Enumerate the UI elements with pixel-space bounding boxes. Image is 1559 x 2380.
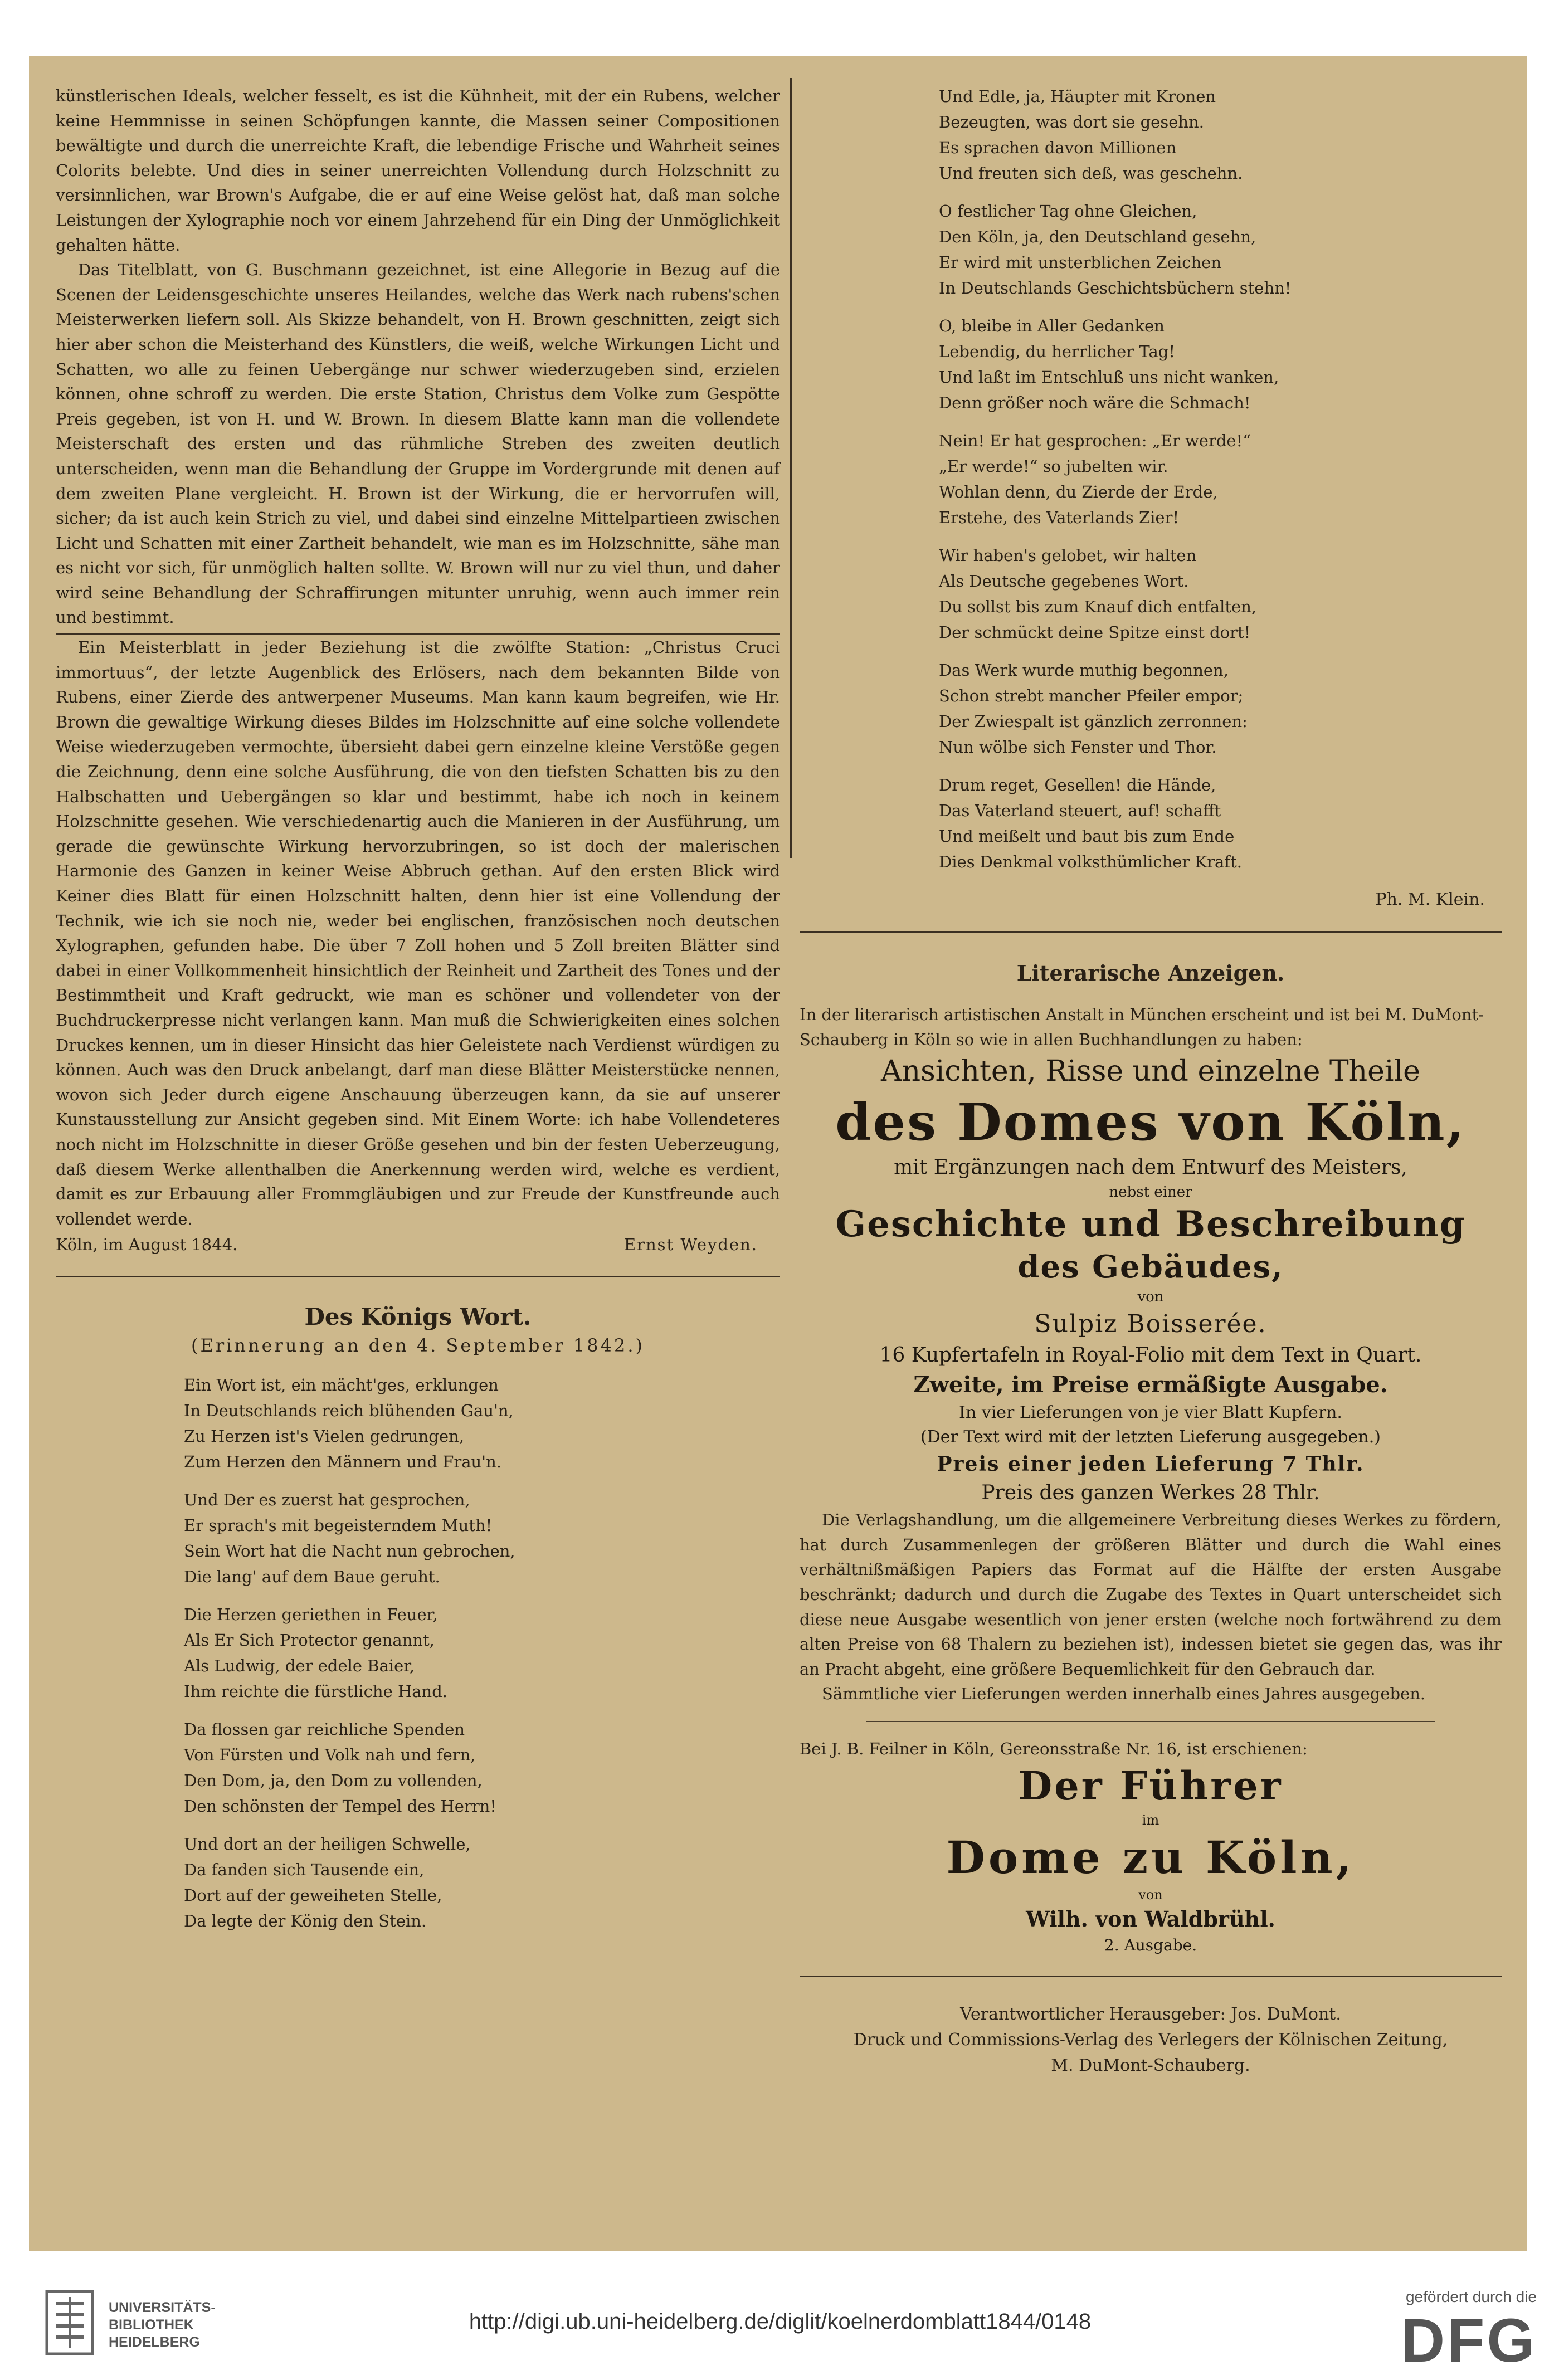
poem-line: Das Vaterland steuert, auf! schafft [939,801,1221,820]
ad-title-main: Dome zu Köln, [946,1831,1355,1884]
poem-line: Er sprach's mit begeisterndem Muth! [184,1516,493,1535]
imprint-publisher-name: M. DuMont-Schauberg. [1051,2055,1250,2075]
university-library-line: HEIDELBERG [109,2334,200,2350]
poem-line: Als Er Sich Protector genannt, [184,1631,435,1650]
ad-intro: Bei J. B. Feilner in Köln, Gereonsstraße Nr. 16, ist erschienen: [800,1739,1308,1758]
poem-stanza [939,198,1502,301]
poem-line: Und laßt im Entschluß uns nicht wanken, [939,368,1279,387]
university-library-name [109,2299,216,2351]
section-rule [56,1276,780,1277]
poem-line: Nein! Er hat gesprochen: „Er werde!“ [939,431,1251,450]
poem-line: Die Herzen geriethen in Feuer, [184,1605,438,1625]
ad-detail: (Der Text wird mit der letzten Lieferung ausgegeben.) [920,1427,1381,1447]
poem-line: Wir haben's gelobet, wir halten [939,546,1197,565]
poem-title: Des Königs Wort. [304,1303,532,1331]
poem-stanza [939,772,1502,875]
author-signature: Ernst Weyden. [623,1235,758,1255]
imprint-publisher: Druck und Commissions-Verlag des Verlegers der Kölnischen Zeitung, [853,2030,1448,2050]
ad-title-line: von [1137,1289,1164,1306]
poem-line: Dort auf der geweiheten Stelle, [184,1886,442,1905]
ad-title-line: Ansichten, Risse und einzelne Theile [881,1055,1420,1089]
poem-line: Da flossen gar reichliche Spenden [184,1720,465,1739]
poem-stanza [939,313,1502,416]
poem-line: In Deutschlands reich blühenden Gau'n, [184,1401,514,1421]
poem-line: Dies Denkmal volksthümlicher Kraft. [939,852,1242,871]
poem-line: Da legte der König den Stein. [184,1911,427,1931]
poem-line: In Deutschlands Geschichtsbüchern stehn! [939,279,1292,298]
poem-line: Erstehe, des Vaterlands Zier! [939,508,1180,527]
ad-title-line: nebst einer [1109,1184,1192,1201]
poem-line: Den Dom, ja, den Dom zu vollenden, [184,1771,483,1791]
ad-detail: In vier Lieferungen von je vier Blatt Kupfern. [959,1403,1342,1423]
poem-line: Das Werk wurde muthig begonnen, [939,661,1229,680]
footer-bar [0,2270,1559,2380]
ad-title-main: Geschichte und Beschreibung [835,1203,1466,1246]
poem-stanza [939,543,1502,645]
ad-edition: Zweite, im Preise ermäßigte Ausgabe. [913,1372,1388,1398]
poem-line: Nun wölbe sich Fenster und Thor. [939,738,1217,757]
section-rule [800,1976,1502,1977]
poem-line: Als Deutsche gegebenes Wort. [939,572,1189,591]
poem-line: Schon strebt mancher Pfeiler empor; [939,686,1244,705]
poem-stanza [184,1372,780,1475]
poem-line: Ein Wort ist, ein mächt'ges, erklungen [184,1376,499,1395]
ad-body: Die Verlagshandlung, um die allgemeinere Verbreitung dieses Werkes zu fördern, hat durch Zusammenlegen der größeren Blätter und durch die Wahl eines verhältnißmäßigen Papiers das Format auf die Hälfte der ersten Ausgabe beschränkt; dadurch und durch die Zugabe des Textes in Quart unterscheidet sich diese neue Ausgabe wesentlich von jener ersten (welche noch fortwährend zu dem alten Preise von 68 Thalern zu beziehen ist), indessen bietet sie gegen das, was ihr an Pracht abgeht, eine größere Bequemlichkeit für den Gebrauch dar. [800,1510,1502,1679]
poem-line: Den Köln, ja, den Deutschland gesehn, [939,227,1256,246]
poem-line: Wohlan denn, du Zierde der Erde, [939,482,1218,501]
poem-line: Und Der es zuerst hat gesprochen, [184,1490,470,1510]
ads-heading: Literarische Anzeigen. [1016,960,1285,986]
poem-line: O, bleibe in Aller Gedanken [939,316,1165,335]
ad-body: Sämmtliche vier Lieferungen werden innerhalb eines Jahres ausgegeben. [822,1684,1426,1704]
ad-title-line: mit Ergänzungen nach dem Entwurf des Meisters, [894,1156,1407,1179]
university-library-line: UNIVERSITÄTS- [109,2300,216,2315]
poem-stanza [939,84,1502,186]
poem-line: Die lang' auf dem Baue geruht. [184,1567,440,1587]
poem-stanza [184,1831,780,1934]
permalink-url[interactable]: http://digi.ub.uni-heidelberg.de/diglit/koelnerdomblatt1844/0148 [469,2309,1092,2334]
poem-line: Er wird mit unsterblichen Zeichen [939,253,1221,272]
ad-separator [866,1721,1435,1722]
poem-line: Und meißelt und baut bis zum Ende [939,827,1235,846]
poem-stanza [184,1716,780,1819]
ad-title-line: im [1142,1812,1159,1828]
poem-line: Bezeugten, was dort sie gesehn. [939,113,1204,131]
section-rule [800,931,1502,933]
poem-author: Ph. M. Klein. [1375,890,1485,909]
poem-line: Der Zwiespalt ist gänzlich zerronnen: [939,712,1248,731]
poem-line: Du sollst bis zum Knauf dich entfalten, [939,597,1257,616]
article-paragraph: Das Titelblatt, von G. Buschmann gezeichnet, ist eine Allegorie in Bezug auf die Scenen der Leidensgeschichte unseres Heilandes, welche das Werk nach rubens'schen Meisterwerken liefern soll. Als Skizze behandelt, von H. Brown geschnitten, zeigt sich hier aber schon die Meisterhand des Künstlers, die weiß, welche Wirkungen Licht und Schatten, wo alle zu feinen Uebergänge nur schwer wiederzugeben sind, erzielen können, ohne schroff zu werden. Die erste Station, Christus dem Volke zum Gespötte Preis gegeben, ist von H. und W. Brown. In diesem Blatte kann man die vollendete Meisterschaft des ersten und das rühmliche Streben des zweiten deutlich unterscheiden, wenn man die Behandlung der Gruppe im Vordergrunde mit denen auf dem zweiten Plane vergleicht. H. Brown ist der Wirkung, die er hervorrufen will, sicher; da ist auch kein Strich zu viel, und dabei sind einzelne Mittelpartieen zwischen Licht und Schatten mit einer Zartheit behandelt, wie man es im Holzschnitte, sähe man es nicht vor sich, für unmöglich halten sollte. W. Brown will nur zu viel thun, und daher wird seine Behandlung der Schraffirungen mitunter unruhig, wenn auch immer rein und bestimmt. [56,257,780,635]
article-paragraph: künstlerischen Ideals, welcher fesselt, es ist die Kühnheit, mit der ein Rubens, welcher keine Hemmnisse in seinen Schöpfungen kannte, die Massen seiner Compositionen bewältigte und durch die unerreichte Kraft, die lebendige Frische und Wahrheit seines Colorits belebte. Und dies in seiner unerreichten Vollendung durch Holzschnitt zu versinnlichen, war Brown's Aufgabe, die er auf eine Weise gelöst hat, daß man solche Leistungen der Xylographie noch vor einem Jahrzehend für ein Ding der Unmöglichkeit gehalten hätte. [56,86,780,255]
poem-line: Von Fürsten und Volk nah und fern, [184,1745,476,1765]
poem-line: Sein Wort hat die Nacht nun gebrochen, [184,1542,515,1561]
poem-stanza [939,657,1502,760]
university-library-line: BIBLIOTHEK [109,2317,194,2333]
poem-line: Denn größer noch wäre die Schmach! [939,393,1251,412]
poem-line: Der schmückt deine Spitze einst dort! [939,623,1251,642]
poem-line: Und dort an der heiligen Schwelle, [184,1835,471,1854]
right-column [800,84,1502,2079]
poem-subtitle: (Erinnerung an den 4. September 1842.) [191,1335,645,1357]
article-paragraph: Ein Meisterblatt in jeder Beziehung ist die zwölfte Station: „Christus Cruci immortuus“, der letzte Augenblick des Erlösers, nach dem bekannten Bilde von Rubens, einer Zierde des antwerpener Museums. Man kann kaum begreifen, wie Hr. Brown die gewaltige Wirkung dieses Bildes im Holzschnitte auf eine solche vollendete Weise wiederzugeben vermochte, übersieht dabei gern einzelne kleine Verstöße gegen die Zeichnung, denn eine solche Ausführung, die von den tiefsten Schatten bis zu den Halbschatten und Uebergängen so klar und bestimmt, habe ich noch in keinem Holzschnitte gesehen. Wie verschiedenartig auch die Manieren in der Ausführung, um gerade die gewünschte Wirkung hervorzubringen, so ist doch der malerischen Harmonie des Ganzen in keiner Weise Abbruch gethan. Auf den ersten Blick wird Keiner dies Blatt für einen Holzschnitt halten, denn hier ist eine Vollendung der Technik, wie ich sie noch nie, weder bei englischen, französischen noch deutschen Xylographen, gefunden habe. Die über 7 Zoll hohen und 5 Zoll breiten Blätter sind dabei in einer Vollkommenheit hinsichtlich der Reinheit und Zartheit des Tones und der Bestimmtheit und Kraft gedruckt, wie man es schöner und vollendeter von der Buchdruckerpresse nicht verlangen kann. Man muß die Schwierigkeiten eines solchen Druckes kennen, um in dieser Hinsicht das hier Geleistete nach Verdienst würdigen zu können. Auch was den Druck anbelangt, darf man diese Blätter Meisterstücke nennen, wovon sich Jeder durch eigene Anschauung überzeugen kann, da sie auf unserer Kunstausstellung zur Ansicht gegeben sind. Mit Einem Worte: ich habe Vollendeteres noch nicht im Holzschnitte in dieser Größe gesehen und bin der festen Ueberzeugung, daß diesem Werke allenthalben die Anerkennung werden wird, welche es verdient, damit es zur Erbauung aller Frommgläubigen und zur Freude der Kunstfreunde auch vollendet werde. [56,638,780,1228]
ad-title-main: des Domes von Köln, [835,1092,1466,1153]
dfg-logo: DFG [1400,2306,1537,2375]
poem-line: Und freuten sich deß, was geschehn. [939,164,1243,183]
poem-line: Da fanden sich Tausende ein, [184,1860,425,1880]
ad-price: Preis des ganzen Werkes 28 Thlr. [981,1481,1320,1505]
poem-line: Als Ludwig, der edele Baier, [184,1656,415,1676]
university-seal-icon [45,2289,95,2356]
poem-line: Zu Herzen ist's Vielen gedrungen, [184,1427,464,1446]
column-divider [790,78,792,858]
place-date: Köln, im August 1844. [56,1235,238,1255]
ad-edition: 2. Ausgabe. [1104,1935,1197,1954]
left-column [56,84,780,1946]
poem-line: Zum Herzen den Männern und Frau'n. [184,1452,502,1472]
poem-stanza [939,428,1502,530]
poem-line: Drum reget, Gesellen! die Hände, [939,776,1216,794]
poem-stanza [184,1487,780,1589]
article-signature-row [56,1232,780,1257]
poem-stanza [184,1602,780,1704]
poem-line: Und Edle, ja, Häupter mit Kronen [939,87,1216,106]
poem-line: Es sprachen davon Millionen [939,138,1177,157]
ad-author: Sulpiz Boisserée. [1034,1310,1267,1339]
ad-author: Wilh. von Waldbrühl. [1026,1906,1275,1932]
poem-line: „Er werde!“ so jubelten wir. [939,457,1168,476]
poem-line: Ihm reichte die fürstliche Hand. [184,1682,448,1701]
ad-intro: In der literarisch artistischen Anstalt in München erscheint und ist bei M. DuMont-Schauberg in Köln so wie in allen Buchhandlungen zu haben: [800,1005,1484,1049]
ad-title-main: des Gebäudes, [1017,1248,1284,1286]
ad-price: Preis einer jeden Lieferung 7 Thlr. [937,1452,1365,1476]
ad-title-line: von [1138,1886,1163,1903]
imprint-editor: Verantwortlicher Herausgeber: Jos. DuMont. [960,2004,1341,2024]
poem-line: Den schönsten der Tempel des Herrn! [184,1797,496,1816]
poem-line: Lebendig, du herrlicher Tag! [939,342,1175,361]
funding-label: gefördert durch die [1405,2288,1537,2305]
poem-line: O festlicher Tag ohne Gleichen, [939,202,1197,221]
ad-title-main: Der Führer [1018,1762,1283,1809]
ad-detail: 16 Kupfertafeln in Royal-Folio mit dem Text in Quart. [879,1344,1422,1367]
